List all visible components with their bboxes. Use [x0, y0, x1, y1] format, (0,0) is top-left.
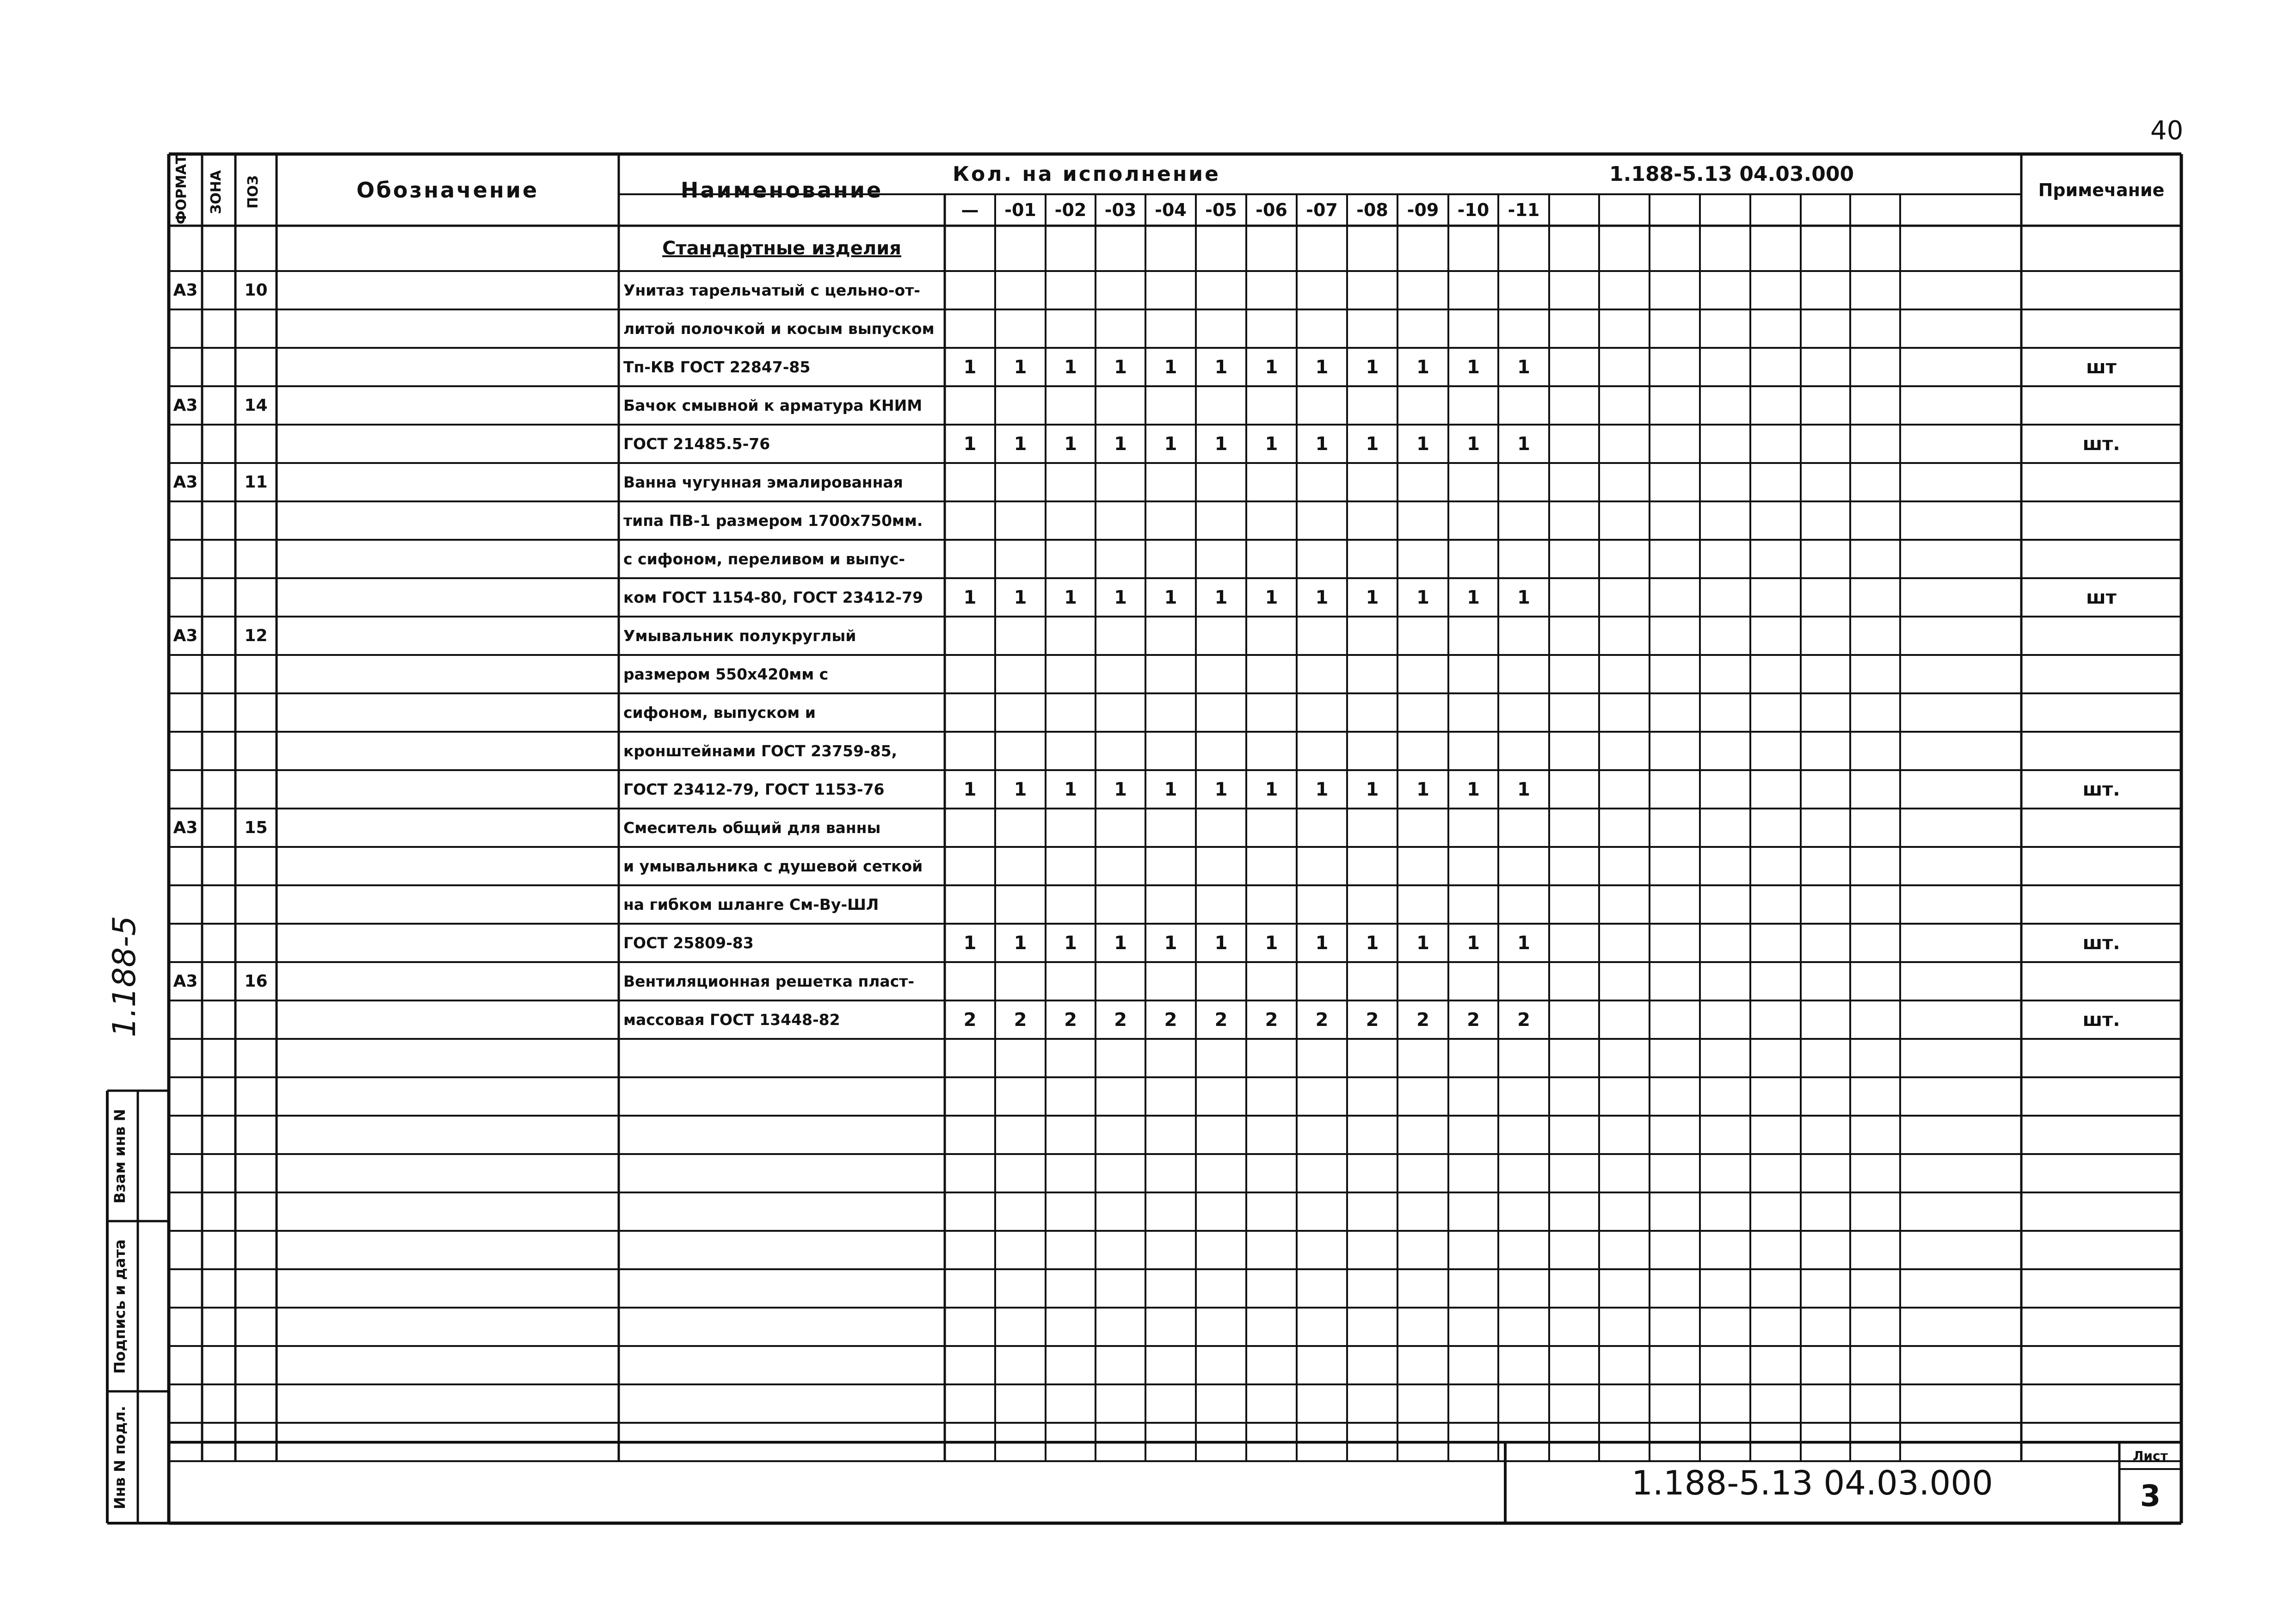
variant-header: -06 — [1256, 200, 1287, 220]
variant-header: -01 — [1004, 200, 1036, 220]
row-qty: 1 — [1416, 433, 1429, 455]
row-note — [2021, 693, 2181, 732]
row-note: шт. — [2082, 932, 2120, 954]
variant-header: -08 — [1356, 200, 1388, 220]
row-qty: 1 — [1517, 932, 1530, 954]
row-format — [169, 885, 202, 924]
row-note — [2021, 885, 2181, 924]
row-qty: 1 — [1366, 587, 1379, 608]
row-name: размером 550х420мм с — [623, 665, 829, 683]
row-pos: 15 — [244, 818, 268, 837]
row-qty: 1 — [1014, 932, 1027, 954]
row-qty: 1 — [963, 932, 977, 954]
variant-header: -03 — [1104, 200, 1137, 220]
row-note — [2021, 271, 2181, 309]
side-label-sign: Подпись и дата — [111, 1239, 129, 1374]
row-name: ГОСТ 25809-83 — [623, 934, 754, 952]
row-qty: 1 — [1517, 356, 1530, 378]
row-name: ГОСТ 21485.5-76 — [623, 435, 770, 453]
row-note: шт — [2086, 356, 2117, 378]
variant-header: -11 — [1508, 200, 1540, 220]
row-qty: 1 — [1467, 356, 1480, 378]
section-title: Стандартные изделия — [662, 238, 901, 259]
row-qty: 1 — [1366, 932, 1379, 954]
row-pos — [235, 309, 277, 348]
row-qty: 2 — [1114, 1009, 1127, 1031]
row-pos — [235, 655, 277, 693]
row-name: Бачок смывной к арматура КНИМ — [623, 396, 923, 414]
row-pos: 11 — [244, 473, 268, 492]
row-note — [2021, 501, 2181, 540]
row-qty: 2 — [1315, 1009, 1329, 1031]
row-qty: 1 — [1214, 587, 1228, 608]
row-qty: 1 — [1014, 433, 1027, 455]
row-name: ГОСТ 23412-79, ГОСТ 1153-76 — [623, 780, 885, 798]
row-format — [169, 732, 202, 770]
row-name: Ванна чугунная эмалированная — [623, 473, 903, 491]
header-pos: ПОЗ — [245, 175, 261, 209]
variant-header: -02 — [1054, 200, 1087, 220]
margin-note: 1.188-5 — [106, 916, 143, 1037]
row-pos: 14 — [244, 396, 268, 415]
row-name: Смеситель общий для ванны — [623, 819, 881, 837]
row-qty: 1 — [1366, 778, 1379, 800]
row-note — [2021, 617, 2181, 655]
row-format — [169, 1000, 202, 1039]
row-name: литой полочкой и косым выпуском — [623, 320, 935, 338]
row-qty: 2 — [963, 1009, 977, 1031]
row-format: А3 — [173, 396, 198, 415]
row-format — [169, 770, 202, 809]
row-note — [2021, 655, 2181, 693]
row-name: Вентиляционная решетка пласт- — [623, 972, 915, 990]
row-format: А3 — [173, 281, 198, 300]
row-format: А3 — [173, 818, 198, 837]
row-name: типа ПВ-1 размером 1700х750мм. — [623, 512, 923, 530]
row-qty: 1 — [963, 356, 977, 378]
row-qty: 2 — [1164, 1009, 1177, 1031]
row-pos — [235, 885, 277, 924]
row-qty: 1 — [1467, 587, 1480, 608]
row-format: А3 — [173, 473, 198, 492]
row-name: массовая ГОСТ 13448-82 — [623, 1011, 840, 1029]
header-qty-label: Кол. на исполнение — [953, 162, 1220, 186]
row-qty: 1 — [1114, 433, 1127, 455]
header-name: Наименование — [680, 177, 883, 203]
row-pos — [235, 501, 277, 540]
row-qty: 1 — [1265, 356, 1278, 378]
row-qty: 1 — [1366, 356, 1379, 378]
row-qty: 1 — [1265, 778, 1278, 800]
row-qty: 1 — [1315, 778, 1329, 800]
row-qty: 1 — [1014, 356, 1027, 378]
row-qty: 1 — [1416, 778, 1429, 800]
row-format — [169, 501, 202, 540]
row-qty: 1 — [1114, 356, 1127, 378]
row-name: Унитаз тарельчатый с цельно-от- — [623, 281, 920, 299]
row-qty: 1 — [1315, 587, 1329, 608]
row-note — [2021, 540, 2181, 578]
row-format — [169, 578, 202, 617]
row-name: Тп-КВ ГОСТ 22847-85 — [623, 358, 811, 376]
row-pos — [235, 924, 277, 962]
row-pos — [235, 770, 277, 809]
row-format — [169, 425, 202, 463]
row-note — [2021, 463, 2181, 501]
header-format: ФОРМАТ — [173, 154, 190, 224]
row-qty: 1 — [1315, 433, 1329, 455]
row-qty: 1 — [963, 433, 977, 455]
header-note: Примечание — [2038, 179, 2165, 200]
row-qty: 1 — [1467, 932, 1480, 954]
row-qty: 1 — [1214, 433, 1228, 455]
row-name: кронштейнами ГОСТ 23759-85, — [623, 742, 898, 760]
side-label-vzam: Взам инв N — [111, 1109, 129, 1204]
row-qty: 1 — [1164, 433, 1177, 455]
row-pos: 12 — [244, 626, 268, 645]
row-qty: 1 — [963, 778, 977, 800]
side-label-inv: Инв N подл. — [111, 1406, 129, 1509]
sheet-number: 3 — [2140, 1479, 2161, 1513]
row-qty: 1 — [1164, 356, 1177, 378]
row-pos: 16 — [244, 972, 268, 991]
row-qty: 1 — [1214, 778, 1228, 800]
row-pos — [235, 578, 277, 617]
row-note — [2021, 809, 2181, 847]
row-pos: 10 — [244, 281, 268, 300]
row-qty: 2 — [1366, 1009, 1379, 1031]
row-qty: 1 — [1114, 778, 1127, 800]
row-qty: 2 — [1064, 1009, 1077, 1031]
header-doc-code: 1.188-5.13 04.03.000 — [1609, 162, 1854, 186]
row-format — [169, 309, 202, 348]
row-qty: 1 — [1064, 778, 1077, 800]
sheet-label: Лист — [2133, 1448, 2168, 1463]
row-qty: 1 — [1064, 932, 1077, 954]
row-qty: 1 — [1315, 932, 1329, 954]
row-note: шт. — [2082, 433, 2120, 455]
row-note — [2021, 732, 2181, 770]
row-format — [169, 540, 202, 578]
row-qty: 2 — [1265, 1009, 1278, 1031]
row-note — [2021, 847, 2181, 885]
variant-header: — — [961, 200, 979, 220]
row-qty: 1 — [1467, 778, 1480, 800]
row-format — [169, 924, 202, 962]
variant-header: -10 — [1457, 200, 1490, 220]
variant-header: -05 — [1205, 200, 1237, 220]
row-pos — [235, 693, 277, 732]
row-qty: 1 — [963, 587, 977, 608]
header-designation: Обозначение — [356, 177, 539, 203]
row-qty: 1 — [1315, 356, 1329, 378]
row-qty: 1 — [1214, 932, 1228, 954]
row-format — [169, 693, 202, 732]
row-pos — [235, 540, 277, 578]
row-qty: 1 — [1164, 778, 1177, 800]
row-qty: 1 — [1416, 356, 1429, 378]
row-qty: 2 — [1416, 1009, 1429, 1031]
row-name: с сифоном, переливом и выпус- — [623, 550, 905, 568]
row-qty: 1 — [1517, 433, 1530, 455]
row-qty: 1 — [1416, 932, 1429, 954]
row-qty: 1 — [1467, 433, 1480, 455]
row-format — [169, 655, 202, 693]
row-pos — [235, 1000, 277, 1039]
row-note: шт — [2086, 587, 2117, 608]
row-qty: 1 — [1014, 778, 1027, 800]
row-note — [2021, 386, 2181, 425]
row-pos — [235, 847, 277, 885]
row-qty: 1 — [1164, 587, 1177, 608]
row-pos — [235, 348, 277, 386]
row-qty: 1 — [1265, 932, 1278, 954]
row-name: ком ГОСТ 1154-80, ГОСТ 23412-79 — [623, 588, 923, 606]
row-format — [169, 348, 202, 386]
row-note: шт. — [2082, 1009, 2120, 1031]
row-qty: 2 — [1214, 1009, 1228, 1031]
row-note — [2021, 962, 2181, 1000]
stamp-code: 1.188-5.13 04.03.000 — [1631, 1463, 1993, 1502]
row-qty: 1 — [1416, 587, 1429, 608]
header-zone: ЗОНА — [208, 170, 224, 214]
variant-header: -09 — [1407, 200, 1439, 220]
row-note: шт. — [2082, 778, 2120, 800]
row-pos — [235, 425, 277, 463]
row-name: Умывальник полукруглый — [623, 627, 856, 645]
row-format: А3 — [173, 626, 198, 645]
page-number: 40 — [2150, 116, 2184, 146]
row-qty: 1 — [1517, 778, 1530, 800]
row-qty: 1 — [1064, 587, 1077, 608]
row-qty: 1 — [1164, 932, 1177, 954]
row-qty: 1 — [1517, 587, 1530, 608]
row-qty: 1 — [1366, 433, 1379, 455]
row-format: А3 — [173, 972, 198, 991]
row-note — [2021, 309, 2181, 348]
row-qty: 1 — [1114, 587, 1127, 608]
variant-header: -07 — [1306, 200, 1338, 220]
row-qty: 2 — [1014, 1009, 1027, 1031]
row-qty: 1 — [1064, 356, 1077, 378]
row-qty: 1 — [1114, 932, 1127, 954]
row-qty: 2 — [1467, 1009, 1480, 1031]
row-qty: 1 — [1265, 433, 1278, 455]
row-name: сифоном, выпуском и — [623, 704, 816, 722]
row-qty: 2 — [1517, 1009, 1530, 1031]
row-qty: 1 — [1064, 433, 1077, 455]
row-pos — [235, 732, 277, 770]
row-qty: 1 — [1014, 587, 1027, 608]
row-qty: 1 — [1265, 587, 1278, 608]
row-format — [169, 847, 202, 885]
row-name: и умывальника с душевой сеткой — [623, 857, 923, 875]
row-name: на гибком шланге См-Ву-ШЛ — [623, 895, 879, 914]
row-qty: 1 — [1214, 356, 1228, 378]
variant-header: -04 — [1155, 200, 1187, 220]
